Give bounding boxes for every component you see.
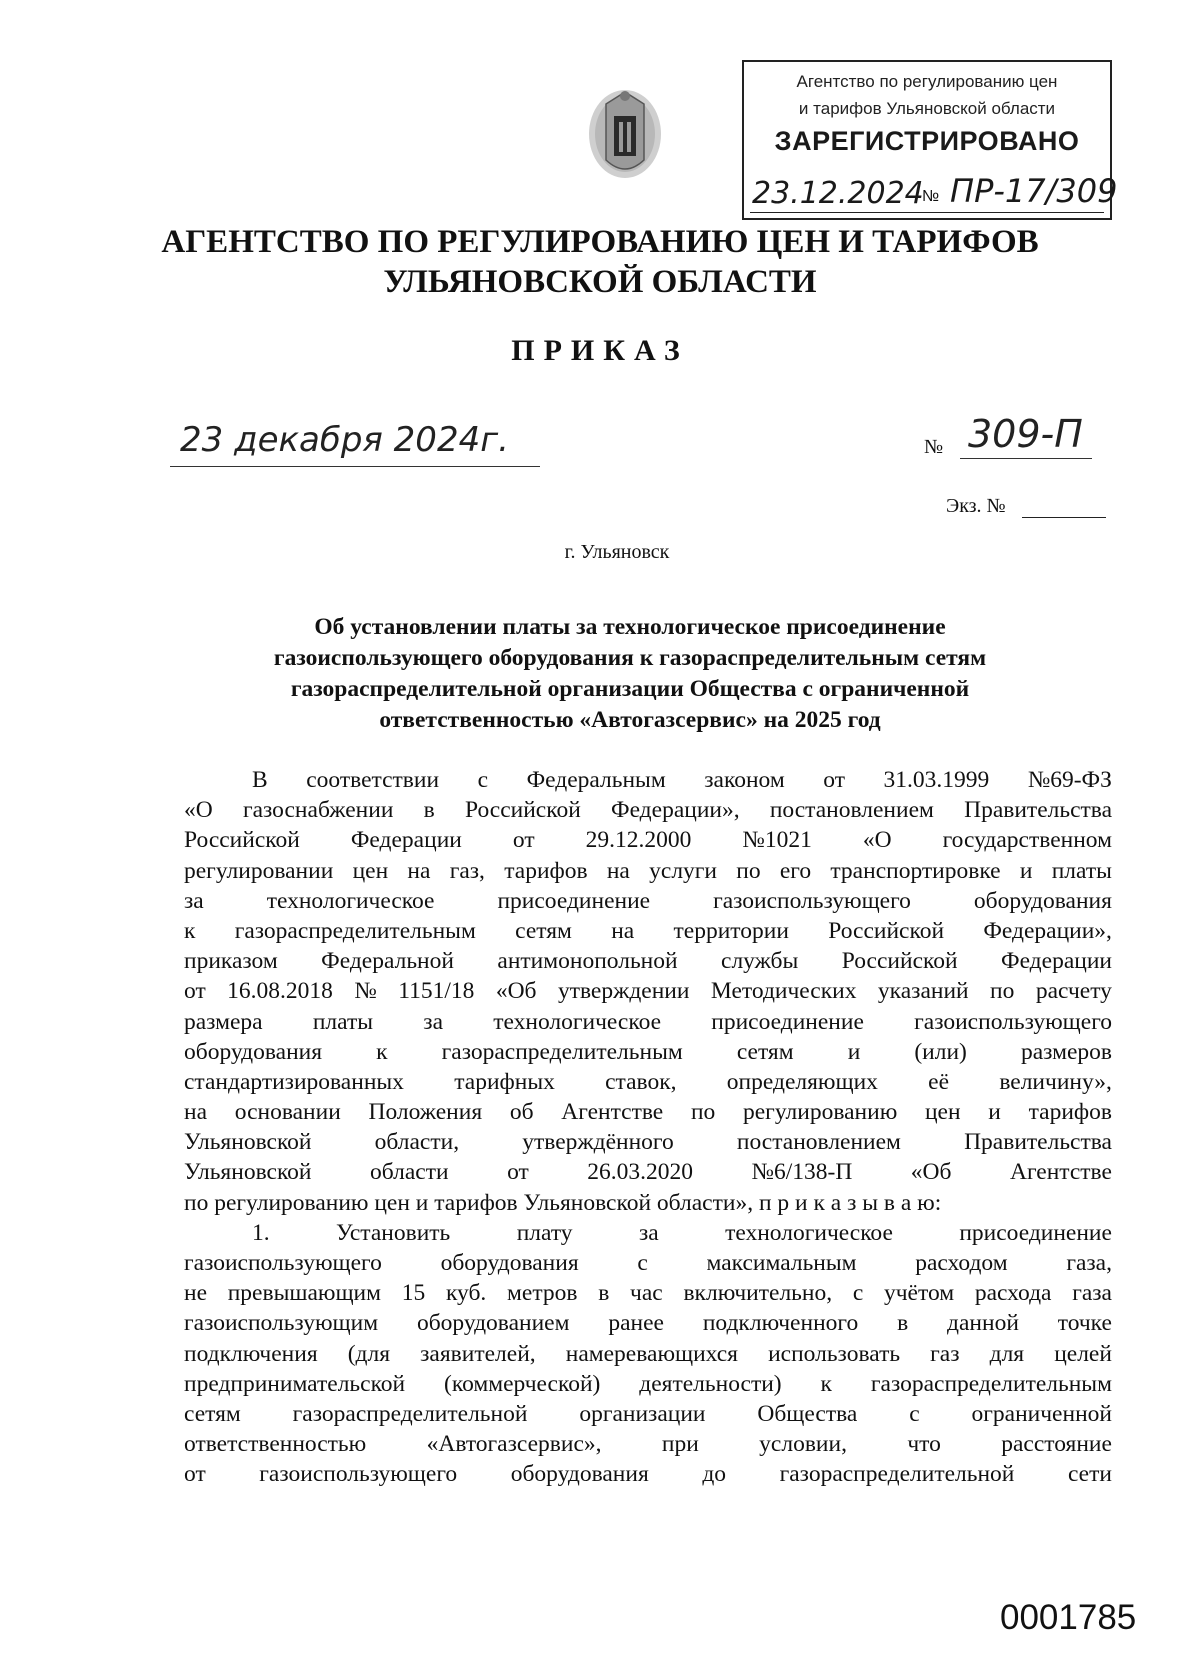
body-text-line: «О газоснабжении в Российской Федерации», постановлением Правительства <box>184 797 1112 824</box>
city-line <box>0 541 1200 564</box>
body-text-line: Ульяновской области, утверждённого постановлением Правительства <box>184 1129 1112 1156</box>
order-body-text <box>184 765 1112 1490</box>
date-underline <box>170 466 540 467</box>
body-text-line: к газораспределительным сетям на территории Российской Федерации», <box>184 917 1112 944</box>
registration-stamp <box>742 60 1118 220</box>
body-text-line: по регулированию цен и тарифов Ульяновской области», п р и к а з ы в а ю: <box>184 1189 942 1216</box>
order-subject <box>230 612 1030 736</box>
subject-line: ответственностью «Автогазсервис» на 2025 год <box>379 707 881 733</box>
agency-title-line1: АГЕНТСТВО ПО РЕГУЛИРОВАНИЮ ЦЕН И ТАРИФОВ <box>161 224 1039 260</box>
body-text-line: подключения (для заявителей, намеревающихся использовать газ для целей <box>184 1340 1112 1367</box>
stamp-status: ЗАРЕГИСТРИРОВАНО <box>774 126 1080 156</box>
body-text-line: оборудования к газораспределительным сетям и (или) размеров <box>184 1038 1112 1065</box>
subject-line: Об установлении платы за технологическое присоединение <box>314 614 946 640</box>
body-text-line: на основании Положения об Агентстве по регулированию цен и тарифов <box>184 1099 1112 1126</box>
body-text-line: газоиспользующим оборудованием ранее подключенного в данной точке <box>184 1310 1112 1337</box>
copy-number-blank <box>1022 517 1106 518</box>
document-serial-number: 0001785 <box>1000 1598 1137 1637</box>
city-name: г. Ульяновск <box>564 541 670 563</box>
body-text-line: В соответствии с Федеральным законом от 31.03.1999 №69-ФЗ <box>252 767 1112 793</box>
order-number-label: № <box>924 436 944 458</box>
body-text-line: Ульяновской области от 26.03.2020 №6/138-П «Об Агентстве <box>184 1159 1112 1186</box>
stamp-underline <box>750 212 1104 213</box>
order-number: 309-П <box>968 412 1083 456</box>
body-text-line: Российской Федерации от 29.12.2000 №1021 «О государственном <box>184 827 1112 854</box>
subject-line: газораспределительной организации Общества с ограниченной <box>290 676 970 702</box>
body-text-line: приказом Федеральной антимонопольной службы Российской Федерации <box>184 948 1112 975</box>
stamp-number-label: № <box>922 188 940 205</box>
stamp-number: ПР-17/309 <box>950 172 1118 210</box>
body-text-line: размера платы за технологическое присоединение газоиспользующего <box>184 1008 1112 1035</box>
body-text-line: стандартизированных тарифных ставок, определяющих её величину», <box>184 1068 1112 1095</box>
subject-line: газоиспользующего оборудования к газораспределительным сетям <box>273 645 987 671</box>
body-text-line: газоиспользующего оборудования с максимальным расходом газа, <box>184 1250 1112 1276</box>
body-text-line: предпринимательской (коммерческой) деятельности) к газораспределительным <box>184 1370 1112 1397</box>
coat-of-arms-emblem <box>586 82 664 182</box>
body-text-line: не превышающим 15 куб. метров в час включительно, с учётом расхода газа <box>184 1280 1112 1307</box>
body-text-line: ответственностью «Автогазсервис», при условии, что расстояние <box>184 1431 1112 1458</box>
body-text-line: от газоиспользующего оборудования до газораспределительной сети <box>184 1461 1112 1488</box>
copy-number-label: Экз. № <box>946 495 1006 517</box>
stamp-agency-line1: Агентство по регулированию цен <box>796 72 1058 91</box>
number-underline <box>960 458 1092 459</box>
agency-title-line2: УЛЬЯНОВСКОЙ ОБЛАСТИ <box>383 264 817 300</box>
body-text-line: регулировании цен на газ, тарифов на услуги по его транспортировке и платы <box>184 857 1112 884</box>
document-type-title: ПРИКАЗ <box>511 334 689 367</box>
order-date: 23 декабря 2024г. <box>180 420 509 460</box>
body-text-line: за технологическое присоединение газоиспользующего оборудования <box>184 887 1112 914</box>
body-text-line: сетям газораспределительной организации Общества с ограниченной <box>184 1400 1112 1427</box>
stamp-date: 23.12.2024 <box>752 176 924 211</box>
stamp-agency-line2: и тарифов Ульяновской области <box>798 99 1056 118</box>
body-text-line: от 16.08.2018 № 1151/18 «Об утверждении Методических указаний по расчету <box>184 978 1112 1005</box>
body-text-line: 1. Установить плату за технологическое присоединение <box>252 1219 1112 1246</box>
